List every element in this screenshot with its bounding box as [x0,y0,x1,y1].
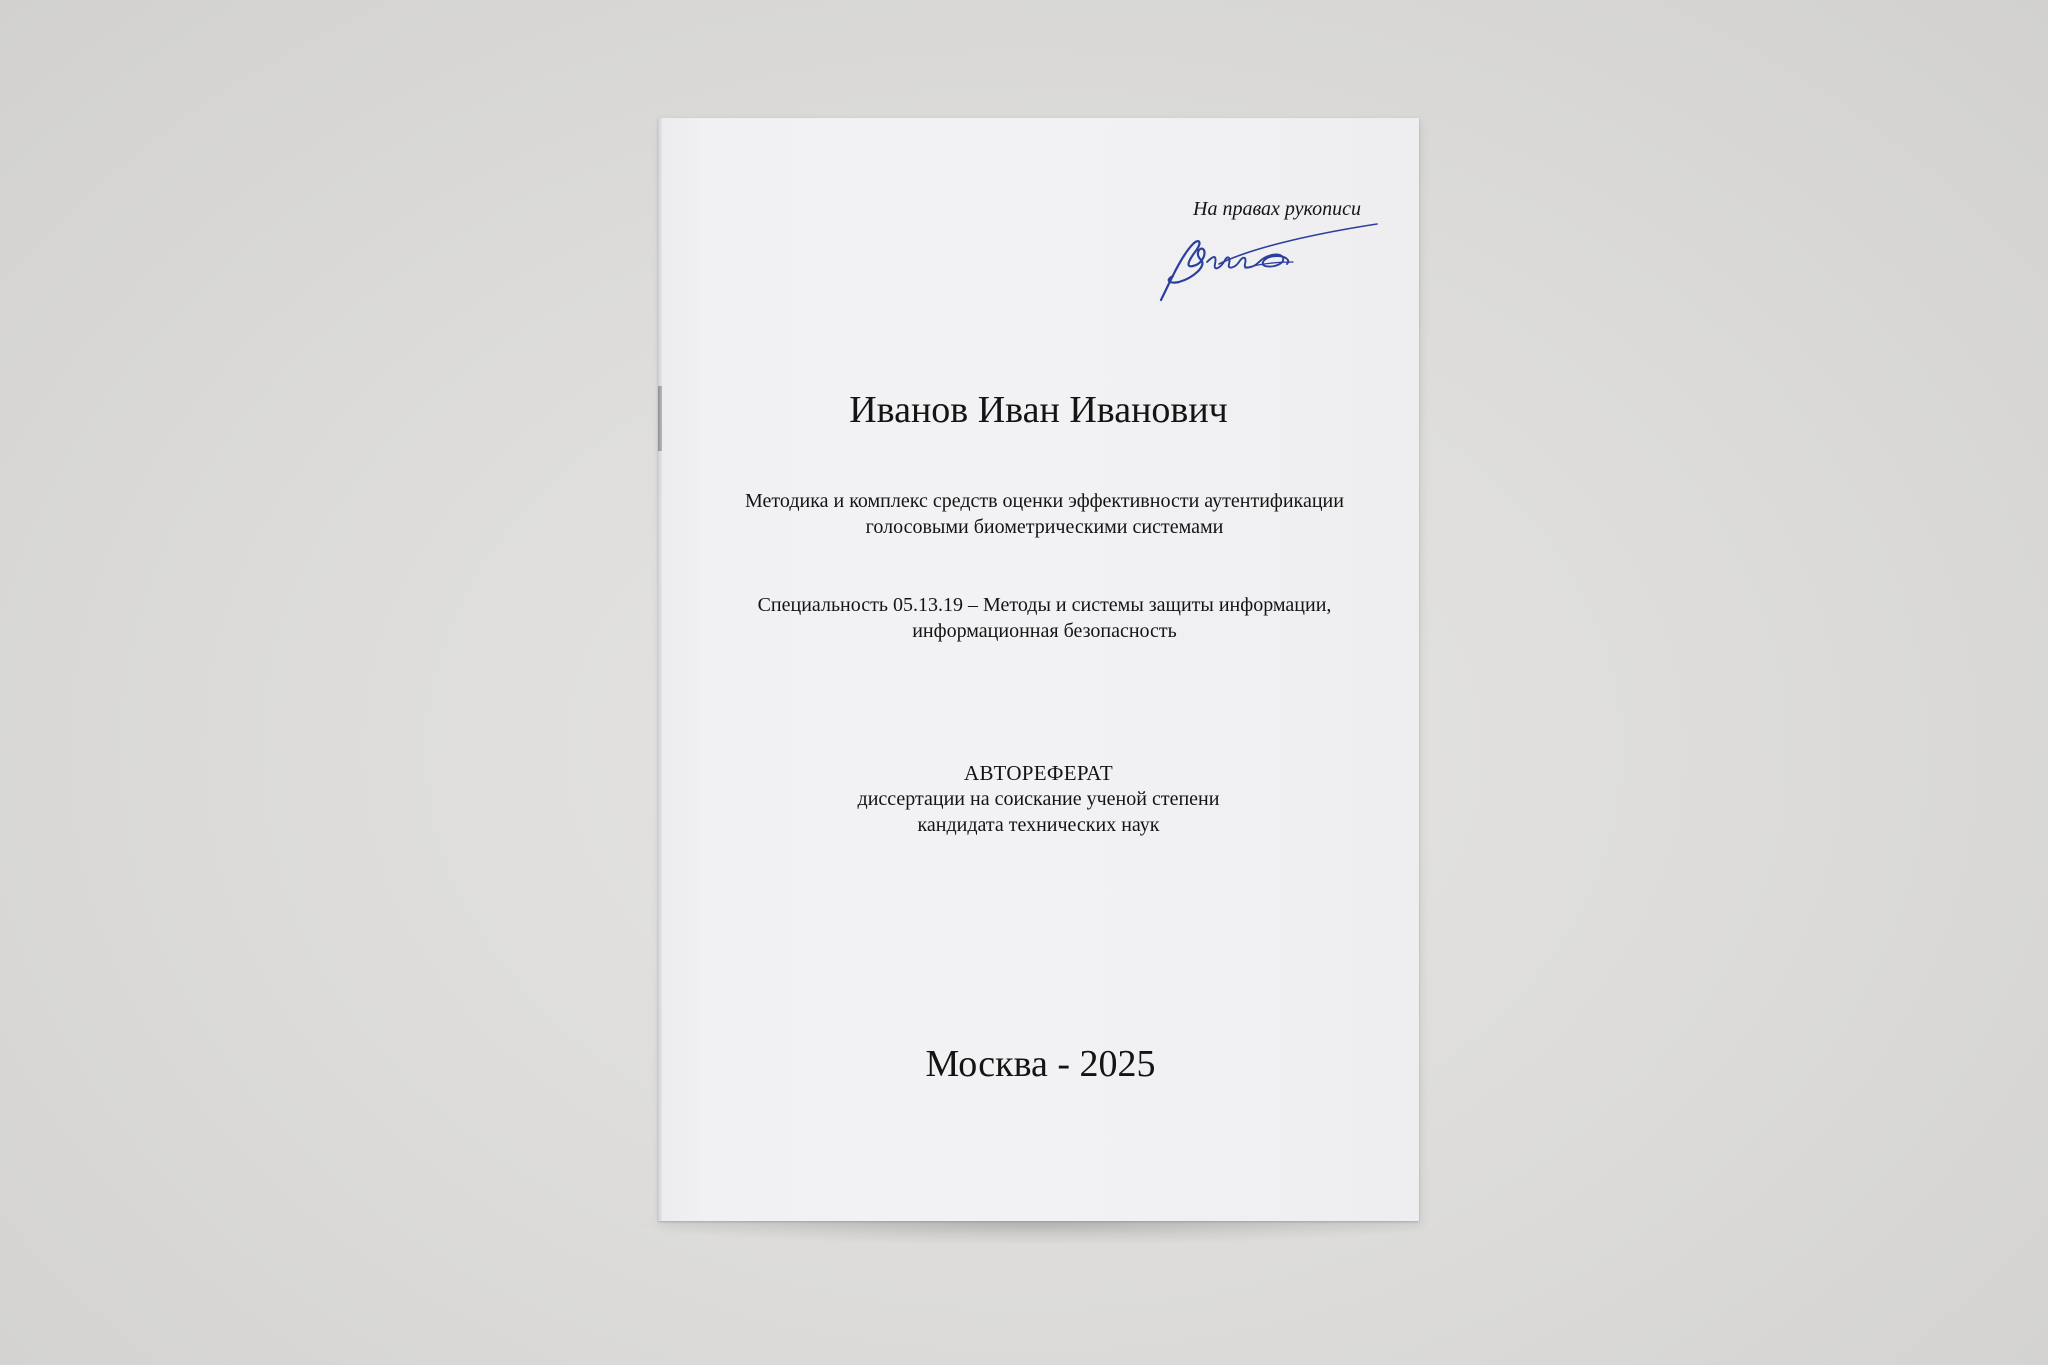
degree-line: диссертации на соискание ученой степени [857,788,1220,810]
manuscript-rights-note: На правах рукописи [1193,198,1361,220]
city-and-year: Москва - 2025 [925,1043,1156,1085]
abstract-heading: АВТОРЕФЕРАТ [964,761,1113,785]
dissertation-title [658,488,1419,540]
degree-line: кандидата технических наук [917,814,1160,836]
dissertation-abstract-booklet [658,118,1419,1221]
handwritten-signature [1155,222,1380,304]
abstract-designation [658,760,1419,838]
specialty [658,592,1419,644]
specialty-line: Специальность 05.13.19 – Методы и системы защиты информации, [757,594,1332,616]
author-name: Иванов Иван Иванович [849,389,1228,431]
title-line: голосовыми биометрическими системами [865,516,1224,538]
title-line: Методика и комплекс средств оценки эффективности аутентификации [745,490,1344,512]
specialty-line: информационная безопасность [912,620,1177,642]
